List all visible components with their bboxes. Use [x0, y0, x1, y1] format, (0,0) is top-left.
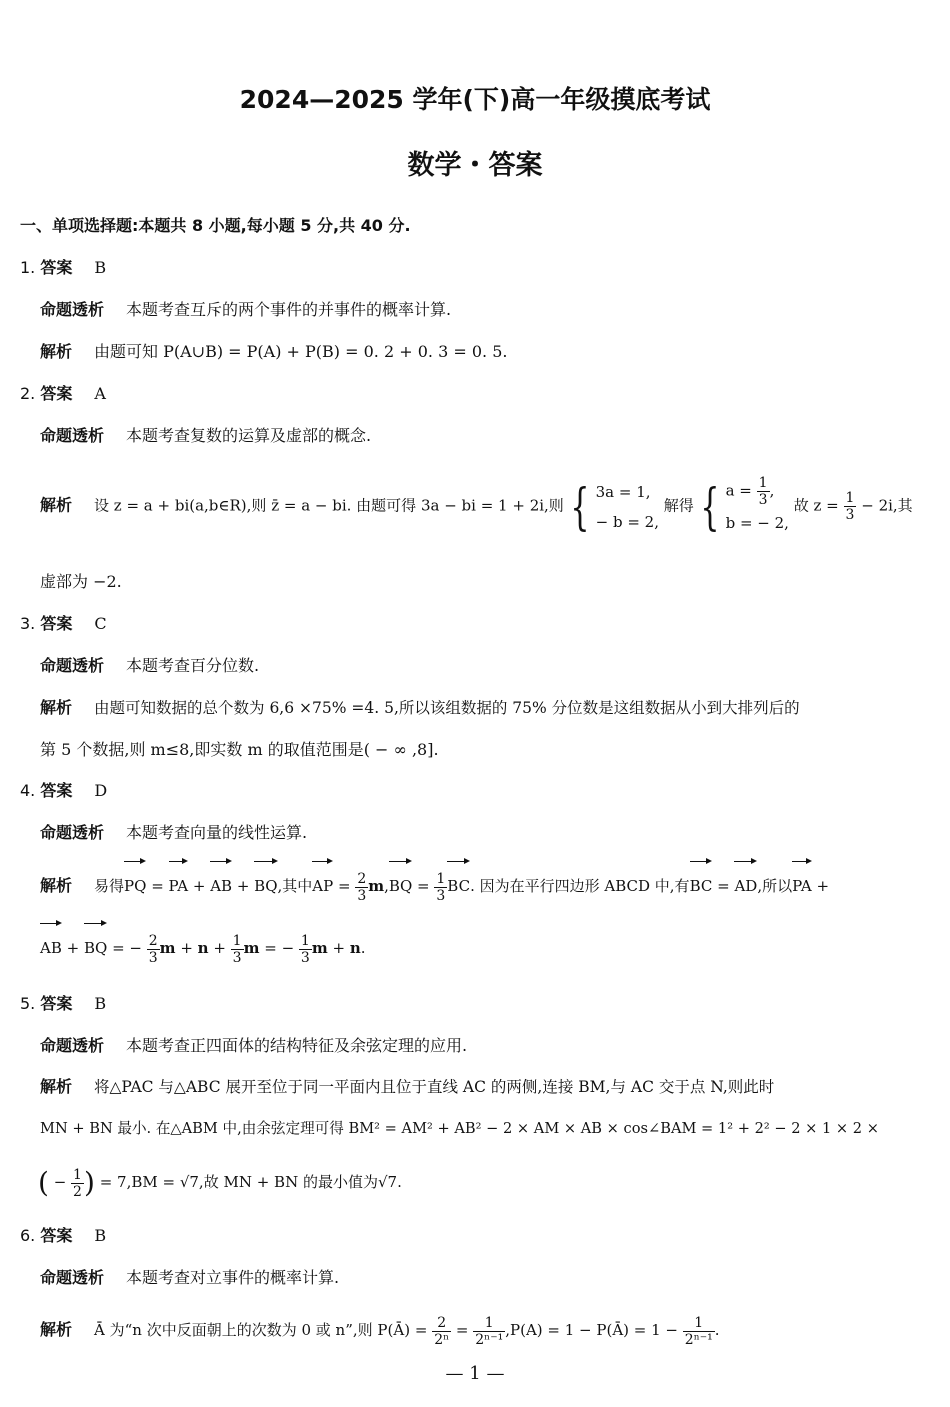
- question-number: 3.: [20, 614, 36, 633]
- analysis-text: 所以: [762, 877, 793, 895]
- question-1-intent: [40, 300, 451, 320]
- question-3-analysis-cont: 第 5 个数据,则 m≤8,即实数 m 的取值范围是( − ∞ ,8].: [40, 740, 439, 759]
- fraction: [71, 1167, 84, 1200]
- question-3-intent: [40, 656, 259, 676]
- answer-value: B: [94, 258, 107, 277]
- intent-label: 命题透析: [40, 300, 105, 319]
- question-5-analysis-end: ( − $\frac{1}{2}$ ) = 7,BM = √7,故 MN + BN 的最小值为√7.: [38, 1166, 402, 1200]
- vector-ap: AP: [312, 864, 333, 908]
- answer-value: D: [94, 781, 108, 800]
- intent-label: 命题透析: [40, 1268, 105, 1287]
- numerator: 1: [436, 870, 446, 887]
- analysis-text: 设 z = a + bi(a,b∈R),则 z̄ = a − bi. 由题可得 3a − bi = 1 + 2i,则: [94, 496, 564, 515]
- vector-pq: PQ: [124, 864, 146, 908]
- fraction: [683, 1315, 715, 1348]
- exam-subtitle: 数学・答案: [407, 150, 543, 181]
- answer-label: 答案: [40, 258, 73, 277]
- equation-system-2: [726, 475, 789, 538]
- vector-n: n: [197, 939, 209, 957]
- denominator: 2ⁿ⁻¹: [684, 1331, 713, 1348]
- analysis-text: 由题可知 P(A∪B) = P(A) + P(B) = 0. 2 + 0. 3 = 0. 5.: [94, 342, 508, 361]
- vector-bc: BC: [690, 864, 713, 908]
- answer-value: C: [94, 614, 107, 633]
- analysis-text: Ā 为“n 次中反面朝上的次数为 0 或 n”,则 P(Ā) =: [94, 1321, 428, 1339]
- fraction: [147, 933, 160, 966]
- denominator: 3: [436, 887, 446, 904]
- vector-ab: AB: [40, 926, 62, 970]
- denominator: 2: [73, 1183, 82, 1200]
- analysis-label: 解析: [40, 698, 73, 717]
- analysis-text: ,P(A) = 1 − P(Ā) = 1 −: [505, 1321, 678, 1339]
- answer-label: 答案: [40, 1226, 73, 1245]
- intent-label: 命题透析: [40, 823, 105, 842]
- intent-text: 本题考查互斥的两个事件的并事件的概率计算.: [126, 300, 452, 319]
- numerator: 2: [432, 1315, 451, 1332]
- analysis-label: 解析: [40, 342, 73, 361]
- analysis-text: 易得: [94, 877, 125, 895]
- vector-pa: PA: [792, 864, 812, 908]
- question-5-analysis: [40, 1077, 774, 1097]
- answer-label: 答案: [40, 614, 73, 633]
- vector-bq: BQ: [84, 926, 107, 970]
- intent-text: 本题考查正四面体的结构特征及余弦定理的应用.: [126, 1036, 468, 1055]
- intent-label: 命题透析: [40, 1036, 105, 1055]
- question-4-answer: [20, 781, 107, 801]
- vector-m: m: [243, 939, 260, 957]
- numerator: 2: [357, 870, 367, 887]
- fraction: [473, 1315, 505, 1348]
- question-1-analysis: [40, 342, 507, 362]
- fraction: [844, 490, 857, 523]
- conclusion-tail: − 2i,其: [861, 496, 913, 515]
- question-2-analysis-cont: 虚部为 −2.: [40, 572, 122, 591]
- left-brace: {: [700, 477, 720, 536]
- question-2-intent: [40, 426, 371, 446]
- analysis-label: 解析: [40, 495, 73, 515]
- vector-ab: AB: [210, 864, 232, 908]
- question-4-intent: [40, 823, 307, 843]
- fraction: [231, 933, 244, 966]
- intent-text: 本题考查向量的线性运算.: [126, 823, 308, 842]
- question-4-analysis: 解析 易得PQ = PA + AB + BQ,其中AP = $\frac{2}{3}$ m,BQ = $\frac{1}{3}$ BC. 因为在平行四边形 ABCD 中,有BC = AD,所以PA +: [40, 864, 829, 908]
- left-brace: {: [570, 477, 590, 536]
- numerator: 1: [845, 490, 855, 506]
- vector-bq: BQ: [254, 864, 277, 908]
- analysis-text: = 7,BM = √7,故 MN + BN 的最小值为√7.: [99, 1173, 402, 1191]
- vector-bq: BQ: [389, 864, 412, 908]
- fraction: [299, 933, 312, 966]
- intent-label: 命题透析: [40, 656, 105, 675]
- numerator: 1: [232, 932, 242, 949]
- analysis-text: 由题可知数据的总个数为 6,6 ×75% =4. 5,所以该组数据的 75% 分位数是这组数据从小到大排列后的: [94, 699, 800, 717]
- intent-text: 本题考查对立事件的概率计算.: [126, 1268, 340, 1287]
- numerator: 1: [758, 475, 768, 491]
- question-3-answer: [20, 614, 107, 634]
- vector-bc: BC: [447, 864, 470, 908]
- fraction: [355, 871, 368, 904]
- equation-lhs: a =: [725, 481, 752, 500]
- equation: 3a = 1,: [595, 482, 651, 501]
- exam-title: 2024—2025 学年(下)高一年级摸底考试: [239, 85, 711, 114]
- question-2-analysis: [40, 475, 913, 539]
- vector-m: m: [311, 939, 328, 957]
- denominator: 3: [357, 887, 367, 904]
- numerator: 1: [683, 1315, 715, 1332]
- question-3-analysis: [40, 698, 800, 718]
- answer-label: 答案: [40, 384, 73, 403]
- right-paren: ): [83, 1166, 95, 1199]
- vector-n: n: [349, 939, 361, 957]
- fraction: [432, 1315, 451, 1348]
- question-5-analysis-cont: MN + BN 最小. 在△ABM 中,由余弦定理可得 BM² = AM² + AB² − 2 × AM × AB × cos∠BAM = 1² + 2² − 2 × 1 × 2 ×: [40, 1120, 879, 1137]
- answer-value: B: [94, 1226, 107, 1245]
- denominator: 2ⁿ⁻¹: [475, 1331, 504, 1348]
- question-4-analysis-cont: AB + BQ = − $\frac{2}{3}$ m + n + $\frac{1}{3}$ m = − $\frac{1}{3}$ m + n.: [40, 926, 366, 970]
- question-number: 1.: [20, 258, 36, 277]
- question-6-answer: [20, 1226, 106, 1246]
- denominator: 3: [758, 492, 768, 508]
- question-6-analysis: 解析 Ā 为“n 次中反面朝上的次数为 0 或 n”,则 P(Ā) = $\frac{2}{\text{2ⁿ}}$ = $\frac{1}{\text{2ⁿ⁻¹}}$ ,P(A) = 1 − P(Ā) = 1 − $\frac{1}{\text{2ⁿ⁻¹}}$ .: [40, 1314, 720, 1348]
- numerator: 1: [473, 1315, 505, 1332]
- analysis-text: 因为在平行四边形 ABCD 中,有: [479, 877, 690, 895]
- question-number: 4.: [20, 781, 36, 800]
- answer-label: 答案: [40, 994, 73, 1013]
- analysis-label: 解析: [40, 1320, 73, 1339]
- equation: b = − 2,: [725, 514, 789, 532]
- analysis-label: 解析: [40, 876, 73, 895]
- question-number: 5.: [20, 994, 36, 1013]
- vector-m: m: [368, 877, 385, 895]
- denominator: 3: [148, 949, 158, 966]
- numerator: 1: [73, 1166, 82, 1183]
- vector-ad: AD: [734, 864, 757, 908]
- section-heading: 一、单项选择题:本题共 8 小题,每小题 5 分,共 40 分.: [20, 216, 411, 235]
- question-5-answer: [20, 994, 106, 1014]
- question-number: 2.: [20, 384, 36, 403]
- intent-label: 命题透析: [40, 426, 105, 445]
- intent-text: 本题考查百分位数.: [126, 656, 260, 675]
- left-paren: (: [38, 1166, 49, 1199]
- question-1-answer: [20, 258, 106, 278]
- fraction: [434, 871, 447, 904]
- analysis-text: 其中: [282, 877, 313, 895]
- denominator: 3: [232, 949, 242, 966]
- solve-text: 解得: [663, 496, 694, 515]
- page-number: — 1 —: [445, 1363, 505, 1384]
- question-2-answer: [20, 384, 106, 404]
- equation-system-1: [596, 477, 659, 537]
- analysis-label: 解析: [40, 1077, 73, 1096]
- denominator: 3: [845, 507, 855, 523]
- question-6-intent: [40, 1268, 339, 1288]
- numerator: 1: [300, 932, 310, 949]
- question-number: 6.: [20, 1226, 36, 1245]
- equation: a = $\frac{1}{3}$ ,: [725, 475, 775, 508]
- answer-value: B: [94, 994, 107, 1013]
- equation: − b = 2,: [595, 512, 659, 531]
- answer-label: 答案: [40, 781, 73, 800]
- answer-value: A: [94, 384, 106, 403]
- vector-m: m: [159, 939, 176, 957]
- conclusion-text: 故 z =: [793, 496, 839, 515]
- fraction: [757, 475, 770, 508]
- numerator: 2: [148, 932, 158, 949]
- analysis-text: 将△PAC 与△ABC 展开至位于同一平面内且位于直线 AC 的两侧,连接 BM,与 AC 交于点 N,则此时: [94, 1078, 775, 1096]
- denominator: 2ⁿ: [434, 1331, 450, 1348]
- question-5-intent: [40, 1036, 467, 1056]
- denominator: 3: [300, 949, 310, 966]
- vector-pa: PA: [169, 864, 189, 908]
- intent-text: 本题考查复数的运算及虚部的概念.: [126, 426, 372, 445]
